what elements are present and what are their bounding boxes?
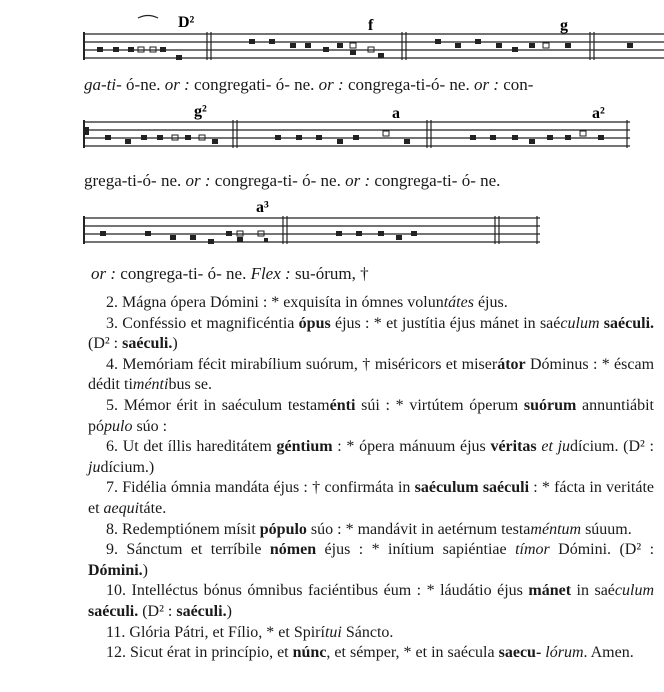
verse-text: in saé: [571, 582, 615, 600]
lyric-syllable: congrega-ti-: [343, 75, 432, 94]
verse-text: ópus: [298, 314, 331, 332]
lyric-syllable: or :: [318, 75, 344, 94]
verse-text: mánet: [528, 582, 572, 600]
verse-text: et ju: [541, 438, 571, 456]
verse-text: ): [142, 561, 148, 579]
marker-2: f: [368, 17, 374, 34]
marker-5: a: [392, 105, 400, 122]
lyric-syllable: ó- ne.: [271, 75, 319, 94]
verse-text: 5. Mémor érit in saéculum testam: [106, 396, 330, 414]
lyric-syllable: or :: [473, 75, 500, 94]
lyric-syllable: congrega-ti-: [116, 264, 204, 283]
marker-4: g²: [194, 103, 207, 120]
verse-text: 10. Intelléctus bónus ómnibus faciéntibus éum : * láudátio éjus: [106, 582, 529, 600]
verse-text: véritas: [490, 438, 537, 456]
lyric-syllable: or :: [91, 264, 117, 283]
verse-text: súo : * mandávit in aetérnum testa: [306, 520, 531, 538]
verse-text: saéculi: [482, 479, 530, 497]
lyric-syllable: ó- ne.: [297, 171, 346, 190]
verse-text: 4. Memóriam fécit mirabílium suórum, † miséricors et miser: [106, 355, 498, 373]
verse-text: ): [226, 602, 232, 620]
verse-text: : * ópera mánuum éjus: [332, 438, 491, 456]
verse-text: saéculum: [414, 479, 479, 497]
marker-1: D²: [178, 14, 195, 31]
verse-text: méntum: [530, 520, 582, 538]
lyric-syllable: congrega-ti-: [370, 171, 458, 190]
verse-text: : * fácta in veritáte et: [88, 479, 654, 517]
lyric-syllable: con-: [499, 75, 534, 94]
lyric-syllable: or :: [164, 75, 190, 94]
verse-text: saéculi.: [603, 314, 655, 332]
chant-staff-1: [0, 8, 664, 68]
verse-text: saéculi.: [122, 335, 173, 353]
verse-text: ménti: [132, 376, 169, 394]
verse-text: tátes: [443, 294, 474, 311]
marker-6: a²: [592, 105, 605, 122]
lyric-syllable: ó- ne.: [431, 75, 474, 94]
verse-text: énti: [329, 396, 356, 414]
lyric-syllable: grega-ti-: [84, 171, 143, 190]
verse-text: Dómini.: [88, 561, 143, 579]
lyric-syllable: or :: [185, 171, 211, 190]
verse-9: [88, 540, 654, 581]
verse-text: pulo: [104, 417, 133, 435]
verse-text: 12. Sicut érat in princípio, et: [106, 644, 293, 662]
verse-text: 8. Redemptiónem mísit: [106, 520, 260, 538]
verse-text: éjus.: [473, 294, 508, 311]
lyric-syllable: ga-ti-: [84, 75, 122, 94]
verse-text: Dóminus : * éscam dédit ti: [88, 355, 655, 394]
verse-6: [88, 437, 654, 478]
verse-text: tui: [324, 623, 342, 641]
verse-text: lórum: [545, 644, 584, 662]
verse-text: Dómini. (D² :: [549, 541, 655, 559]
verse-text: saéculi.: [88, 602, 139, 620]
lyric-syllable: ó- ne.: [457, 171, 501, 190]
lyric-syllable: congregati-: [189, 75, 272, 94]
verse-2: [88, 293, 654, 314]
verse-text: culum: [560, 314, 600, 332]
verse-text: 6. Ut det íllis hareditátem: [106, 438, 277, 456]
verse-text: átor: [497, 355, 526, 373]
verse-12: [88, 643, 654, 664]
verse-text: (D² :: [138, 602, 177, 620]
verse-text: táte.: [139, 499, 167, 517]
lyrics-line-2: [84, 171, 500, 191]
lyric-syllable: Flex :: [250, 264, 291, 283]
verse-text: aequi: [103, 499, 140, 517]
verse-text: bus se.: [168, 376, 212, 394]
verse-text: súo :: [132, 417, 168, 435]
psalm-verses: [88, 293, 654, 664]
verse-text: súi : * virtútem óperum: [355, 396, 524, 414]
lyric-syllable: congrega-ti-: [210, 171, 298, 190]
verse-text: dícium. (D² :: [570, 438, 654, 456]
lyric-syllable: ó- ne.: [142, 171, 186, 190]
chant-staff-3: [0, 198, 664, 258]
marker-7: a³: [256, 199, 269, 216]
verse-text: ju: [88, 458, 101, 476]
verse-text: éjus : * et justítia éjus mánet in saé: [330, 314, 561, 332]
verse-text: 2. Mágna ópera Dómini : * exquisíta in ómnes volun: [106, 294, 444, 311]
verse-text: , et sémper, * et in saécula: [326, 644, 499, 662]
verse-text: Sáncto.: [341, 623, 394, 641]
verse-text: saéculi.: [176, 602, 227, 620]
verse-text: suórum: [523, 396, 577, 414]
verse-8: [88, 520, 654, 541]
lyric-syllable: su-órum, †: [290, 264, 369, 283]
verse-7: [88, 478, 654, 519]
verse-text: pópulo: [259, 520, 307, 538]
verse-text: 11. Glória Pátri, et Fílio, * et Spirí: [106, 623, 325, 641]
verse-3: [88, 314, 654, 355]
verse-text: ): [172, 335, 178, 353]
verse-11: [88, 623, 654, 644]
lyrics-line-3: [91, 264, 369, 284]
lyric-syllable: ó-ne.: [121, 75, 165, 94]
verse-text: géntium: [276, 438, 333, 456]
verse-text: nómen: [269, 541, 317, 559]
lyric-syllable: or :: [345, 171, 371, 190]
verse-4: [88, 355, 654, 396]
verse-text: 9. Sánctum et terríbile: [106, 541, 270, 559]
lyric-syllable: ó- ne.: [203, 264, 251, 283]
verse-text: núnc: [292, 644, 327, 662]
verse-text: tímor: [515, 541, 550, 559]
verse-text: 3. Conféssio et magnificéntia: [106, 314, 299, 332]
verse-10: [88, 581, 654, 622]
marker-3: g: [560, 17, 568, 34]
verse-text: dícium.): [100, 458, 155, 476]
verse-text: saecu-: [498, 644, 542, 662]
verse-text: (D² :: [88, 335, 123, 353]
verse-text: culum: [614, 582, 655, 600]
verse-text: annuntiábit pó: [88, 396, 655, 435]
verse-text: éjus : * inítium sapiéntiae: [316, 541, 516, 559]
verse-5: [88, 396, 654, 437]
verse-text: súuum.: [581, 520, 632, 538]
chant-staff-2: [0, 102, 664, 162]
verse-text: 7. Fidélia ómnia mandáta éjus : † confirmáta in: [106, 479, 415, 497]
verse-text: . Amen.: [583, 644, 634, 662]
lyrics-line-1: [84, 75, 533, 95]
